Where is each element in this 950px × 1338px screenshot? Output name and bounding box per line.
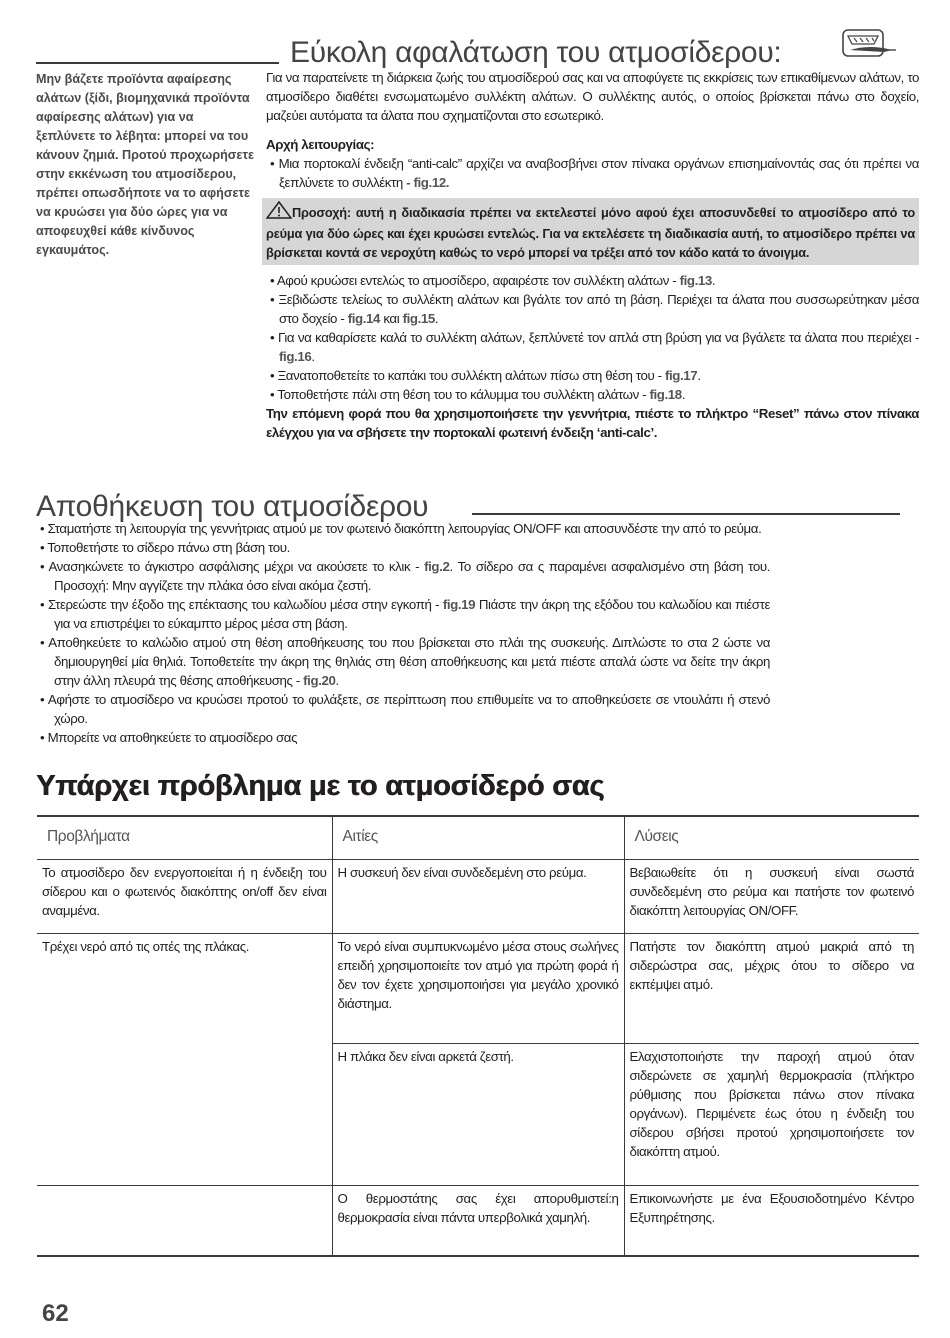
warning-box: [262, 198, 919, 265]
solution-cell: Επικοινωνήστε με ένα Εξουσιοδοτημένο Κέντρο Εξυπηρέτησης.: [624, 1186, 919, 1256]
reset-note: Την επόμενη φορά που θα χρησιμοποιήσετε την γεννήτρια, πιέστε το πλήκτρο “Reset” πάνω στον πίνακα ελέγχου για να σβήσετε την πορτοκαλί φωτεινή ένδειξη ‘anti-calc’.: [266, 406, 919, 440]
storage-item: • Μπορείτε να αποθηκεύετε το ατμοσίδερο σας: [40, 730, 298, 745]
descaling-step: • Ξεβιδώστε τελείως το συλλέκτη αλάτων και βγάλτε τον από τη βάση. Περιέχει τα άλατα που συσσωρεύτηκαν μέσα στο δοχείο - fig.14 και fig.15.: [270, 292, 919, 326]
storage-item: • Τοποθετήστε το σίδερο πάνω στη βάση του.: [40, 540, 290, 555]
steam-iron-descale-icon: [840, 28, 898, 67]
solution-cell: Βεβαιωθείτε ότι η συσκευή είναι σωστά συνδεδεμένη στο ρεύμα και πατήστε τον φωτεινό διακόπτη λειτουργίας ON/OFF.: [624, 860, 919, 934]
problem-cell: Τρέχει νερό από τις οπές της πλάκας.: [37, 934, 332, 1186]
page-number: 62: [42, 1300, 69, 1327]
header-solutions: Λύσεις: [624, 816, 919, 860]
cause-cell: Ο θερμοστάτης σας έχει απορυθμιστεί:η θερμοκρασία είναι πάντα υπερβολικά χαμηλή.: [332, 1186, 624, 1256]
problem-cell: [37, 1186, 332, 1256]
descaling-content: [266, 68, 919, 442]
cause-cell: Το νερό είναι συμπυκνωμένο μέσα στους σωλήνες επειδή χρησιμοποιείτε τον ατμό για πρώτη φορά ή δεν τον έχετε χρησιμοποιήσει για μεγάλο χρονικό διάστημα.: [332, 934, 624, 1044]
descaling-step: • Για να καθαρίσετε καλά το συλλέκτη αλάτων, ξεπλύνετέ τον απλά στη βρύση για να βγάλετε τα άλατα που περιέχει - fig.16.: [270, 330, 919, 364]
storage-title: Αποθήκευση του ατμοσίδερου: [36, 490, 429, 523]
storage-list: [36, 519, 770, 747]
descaling-step: • Ξανατοποθετείτε το καπάκι του συλλέκτη αλάτων πίσω στη θέση του - fig.17.: [270, 368, 701, 383]
storage-item: • Αφήστε το ατμοσίδερο να κρυώσει προτού το φυλάξετε, σε περίπτωση που επιθυμείτε να το αποθηκεύσετε σε ντουλάπι ή στενό χώρο.: [40, 692, 770, 726]
problems-title: Υπάρχει πρόβλημα με το ατμοσίδερό σας: [36, 770, 605, 802]
storage-item: • Αποθηκεύετε το καλώδιο ατμού στη θέση αποθήκευσης του που βρίσκεται στο πλάι της συσκευής. Διπλώστε το στα 2 ώστε να δημιουργηθεί μία θηλιά. Τοποθετείτε την άκρη της θηλιάς στη θέση αποθήκευσης και μετά πιέστε απαλά ώστε να δείτε την άκρη στην άλλη πλευρά της θέσης αποθήκευσης - fig.20.: [40, 635, 770, 688]
storage-item: • Ανασηκώνετε το άγκιστρο ασφάλισης μέχρι να ακούσετε το κλικ - fig.2. Το σίδερο σα ς παραμένει ασφαλισμένο στη βάση του. Προσοχή: Μην αγγίζετε την πλάκα όσο είναι ακόμα ζεστή.: [40, 559, 770, 593]
side-note: Μην βάζετε προϊόντα αφαίρεσης αλάτων (ξίδι, βιομηχανικά προϊόντα αφαίρεσης αλάτων) για να ξεπλύνετε το λέβητα: μπορεί να του κάνουν ζημιά. Προτού προχωρήσετε στην εκκένωση του ατμοσίδερου, πρέπει οπωσδήποτε να το αφήσετε να κρυώσει για δύο ώρες για να αποφευχθεί κάθε κίνδυνος εγκαυμάτος.: [36, 72, 254, 257]
descaling-step: • Αφού κρυώσει εντελώς το ατμοσίδερο, αφαιρέστε τον συλλέκτη αλάτων - fig.13.: [270, 273, 716, 288]
solution-cell: Πατήστε τον διακόπτη ατμού μακριά από τη σιδερώστρα σας, μέχρις ότου το σίδερο να εκπέμψει ατμό.: [624, 934, 919, 1044]
troubleshooting-table: [37, 815, 919, 1257]
header-problems: Προβλήματα: [37, 816, 332, 860]
principle-heading: Αρχή λειτουργίας:: [266, 137, 375, 152]
storage-item: • Στερεώστε την έξοδο της επέκτασης του καλωδίου μέσα στην εγκοπή - fig.19 Πιάστε την άκρη της εξόδου του καλωδίου και πιέστε για να επιστρέψει το εύκαμπτο μέρος μέσα στη βάση.: [40, 597, 770, 631]
warning-text: Προσοχή: αυτή η διαδικασία πρέπει να εκτελεστεί μόνο αφού έχει αποσυνδεθεί το ατμοσίδερο από το ρεύμα για δύο ώρες και έχει κρυώσει εντελώς. Για να εκτελέσετε τη διαδικασία αυτή, το ατμοσίδερο πρέπει να βρίσκεται κοντά σε νεροχύτη καθώς το νερό μπορεί να τρέξει από τον κάδο κατά το άνοιγμα.: [266, 205, 915, 260]
table-row: [37, 860, 919, 934]
table-row: [37, 1186, 919, 1256]
table-header-row: [37, 816, 919, 860]
descaling-step: • Τοποθετήστε πάλι στη θέση του το κάλυμμα του συλλέκτη αλάτων - fig.18.: [270, 387, 686, 402]
solution-cell: Ελαχιστοποιήστε την παροχή ατμού όταν σιδερώνετε σε χαμηλή θερμοκρασία (πλήκτρο ρύθμισης που βρίσκεται πάνω στον πίνακα οργάνων). Περιμένετε έως ότου η ένδειξη του σίδερου σβήσει προτού χρησιμοποιήσετε τον διακόπτη ατμού.: [624, 1044, 919, 1186]
storage-item: • Σταματήστε τη λειτουργία της γεννήτριας ατμού με τον φωτεινό διακόπτη λειτουργίας ON/OFF και αποσυνδέστε την από το ρεύμα.: [40, 521, 762, 536]
principle-item: • Μια πορτοκαλί ένδειξη “anti-calc” αρχίζει να αναβοσβήνει στον πίνακα οργάνων επισημαίνοντάς σας ότι πρέπει να ξεπλύνετε το συλλέκτη - fig.12.: [270, 156, 919, 190]
warning-triangle-icon: [266, 201, 292, 224]
title-rule-right: [472, 513, 900, 515]
descaling-title: Εύκολη αφαλάτωση του ατμοσίδερου:: [290, 36, 782, 69]
cause-cell: Η πλάκα δεν είναι αρκετά ζεστή.: [332, 1044, 624, 1186]
descaling-intro: Για να παρατείνετε τη διάρκεια ζωής του ατμοσίδερού σας και να αποφύγετε τις εκκρίσεις των επικαθίμενων αλάτων, το ατμοσίδερο διαθέτει ενσωματωμένο συλλέκτη αλάτων. Ο συλλέκτης αυτός, ο οποίος βρίσκεται πάνω στο δοχείο, μαζεύει αυτόματα τα άλατα που σχηματίζονται στο εσωτερικό.: [266, 70, 919, 123]
header-causes: Αιτίες: [332, 816, 624, 860]
cause-cell: Η συσκευή δεν είναι συνδεδεμένη στο ρεύμα.: [332, 860, 624, 934]
problem-cell: Το ατμοσίδερο δεν ενεργοποιείται ή η ένδειξη του σίδερου και ο φωτεινός διακόπτης on/off δεν είναι αναμμένα.: [37, 860, 332, 934]
table-row: [37, 934, 919, 1044]
title-rule-left: [36, 62, 279, 64]
